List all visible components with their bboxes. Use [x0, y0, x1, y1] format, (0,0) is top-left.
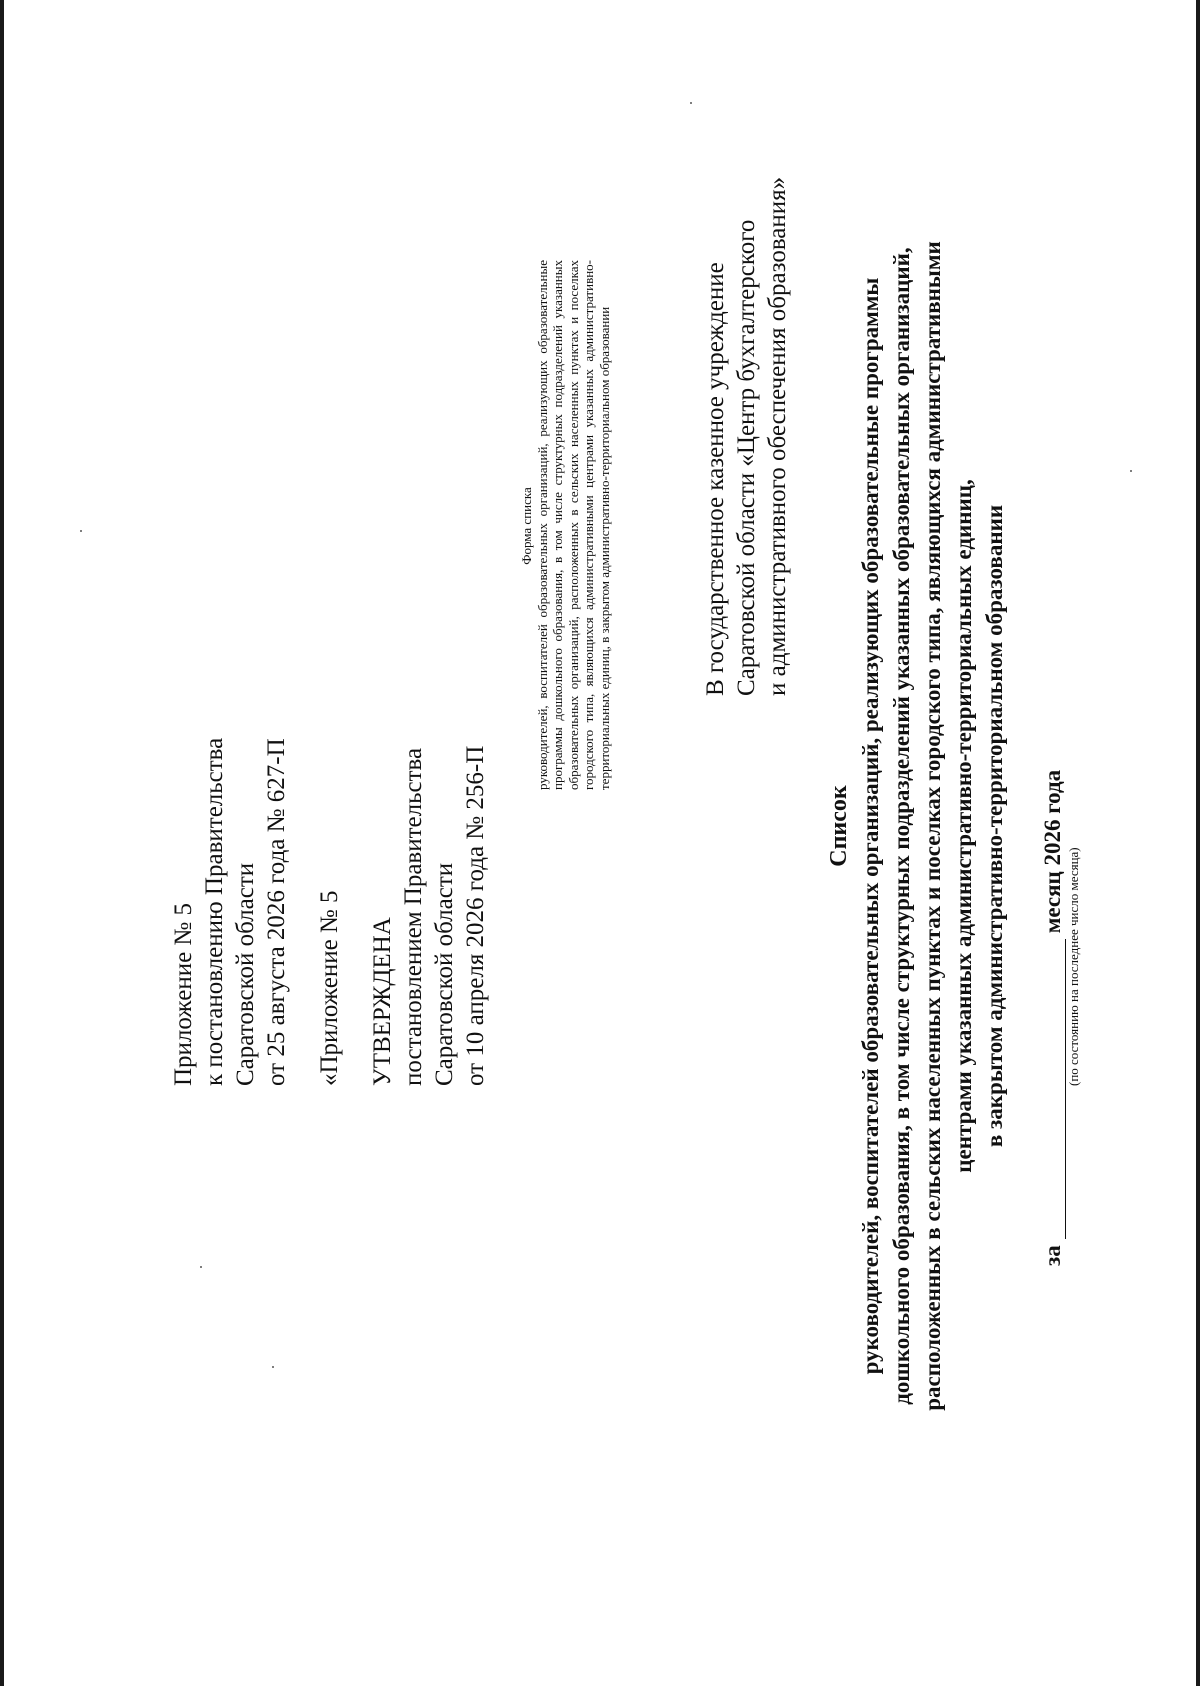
approved-label: УТВЕРЖДЕНА [369, 917, 396, 1086]
list-heading: Список [826, 785, 852, 867]
addressee-line: Саратовской области «Центр бухгалтерского [733, 219, 760, 696]
list-title-line: руководителей, воспитателей образовательных организаций, реализующих образовательные программы [858, 277, 883, 1375]
list-title-line: в закрытом административно-территориальном образовании [982, 504, 1007, 1148]
list-title [824, 116, 1010, 1536]
addressee-line: В государственное казенное учреждение [702, 262, 729, 696]
appendix-header [168, 738, 491, 1086]
appendix-date: от 25 августа 2026 года № 627-П [263, 738, 290, 1086]
appendix-number: Приложение № 5 [170, 902, 197, 1086]
approved-date: от 10 апреля 2026 года № 256-П [462, 745, 489, 1086]
form-title: Форма списка [519, 487, 534, 565]
form-description-line: образовательных организаций, расположенных в сельских населенных пунктах и поселках [565, 260, 581, 790]
month-blank-field[interactable] [1043, 939, 1066, 1239]
form-description-line: программы дошкольного образования, в том числе структурных подразделений указанных [550, 260, 566, 790]
appendix-quote-number: «Приложение № 5 [316, 890, 343, 1086]
form-description-line: городского типа, являющихся административными центрами указанных административно- [581, 260, 597, 790]
addressee-block [700, 177, 793, 696]
period-suffix: месяц 2026 года [1040, 769, 1065, 934]
form-description-line: руководителей, воспитателей образовательных организаций, реализующих образовательные [535, 260, 550, 790]
period-hint: (по состоянию на последнее число месяца) [1066, 847, 1081, 1086]
form-description-line: территориальных единиц, в закрытом административно-территориальном образовании [596, 306, 612, 790]
appendix-resolution: к постановлению Правительства [201, 737, 228, 1086]
form-description [535, 260, 612, 790]
list-title-line: дошкольного образования, в том числе структурных подразделений указанных образовательных организаций, [889, 247, 914, 1405]
approved-resolution: постановлением Правительства [400, 747, 427, 1086]
list-title-line: центрами указанных административно-территориальных единиц, [951, 479, 976, 1173]
approved-region: Саратовской области [431, 862, 458, 1086]
addressee-line: и административного обеспечения образования» [764, 176, 791, 696]
appendix-region: Саратовской области [232, 862, 259, 1086]
list-title-line: расположенных в сельских населенных пунктах и поселках городского типа, являющихся административными [920, 241, 945, 1411]
period-prefix: за [1040, 1245, 1065, 1266]
